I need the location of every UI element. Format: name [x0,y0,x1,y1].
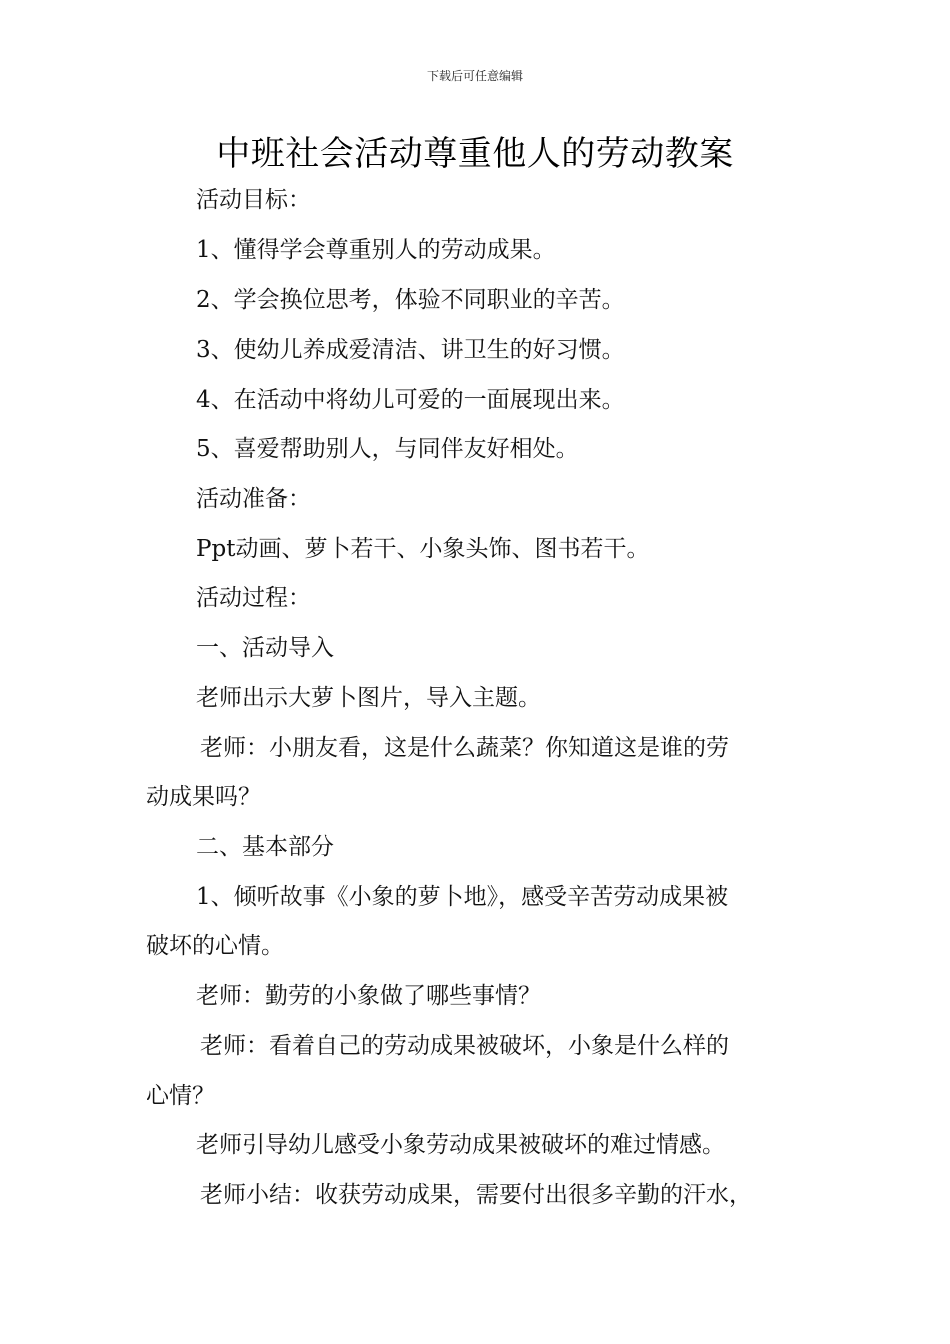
paragraph-line: 1、倾听故事《小象的萝卜地》，感受辛苦劳动成果被 [196,884,729,910]
heading-activity-prep: 活动准备： [196,486,311,512]
goal-item-5: 5、喜爱帮助别人，与同伴友好相处。 [196,436,579,462]
paragraph-line: 老师：勤劳的小象做了哪些事情？ [196,983,541,1009]
goal-item-3: 3、使幼儿养成爱清洁、讲卫生的好习惯。 [196,337,625,363]
goal-item-2: 2、学会换位思考，体验不同职业的辛苦。 [196,287,625,313]
paragraph-line: 动成果吗？ [146,784,261,810]
header-note: 下载后可任意编辑 [426,69,523,83]
section-intro-heading: 一、活动导入 [196,635,334,661]
goal-item-4: 4、在活动中将幼儿可爱的一面展现出来。 [196,387,625,413]
paragraph-line: 老师：看着自己的劳动成果被破坏，小象是什么样的 [200,1033,729,1059]
section-main-heading: 二、基本部分 [196,834,334,860]
prep-materials: Ppt动画、萝卜若干、小象头饰、图书若干。 [196,536,650,562]
paragraph-line: 老师引导幼儿感受小象劳动成果被破坏的难过情感。 [196,1132,725,1158]
paragraph-line: 老师出示大萝卜图片，导入主题。 [196,685,541,711]
document-title: 中班社会活动尊重他人的劳动教案 [216,134,734,174]
heading-activity-goals: 活动目标： [196,187,311,213]
heading-activity-process: 活动过程： [196,585,311,611]
paragraph-line: 老师小结：收获劳动成果，需要付出很多辛勤的汗水， [200,1182,752,1208]
paragraph-line: 老师：小朋友看，这是什么蔬菜？你知道这是谁的劳 [200,735,729,761]
goal-item-1: 1、懂得学会尊重别人的劳动成果。 [196,237,556,263]
paragraph-line: 破坏的心情。 [146,933,284,959]
paragraph-line: 心情？ [146,1083,215,1109]
